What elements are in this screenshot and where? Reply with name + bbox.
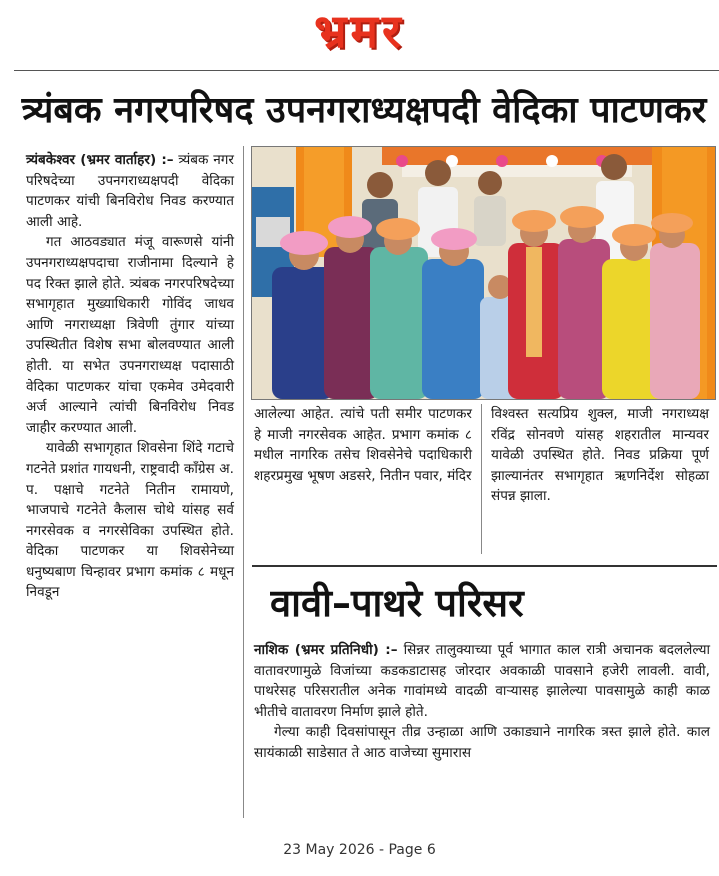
story1-paragraph-2: गत आठवड्यात मंजू वारूणसे यांनी उपनगराध्यक्षपदाचा राजीनामा दिल्याने हे पद रिक्त झाले होते. त्र्यंबक नगरपरिषदेच्या सभागृहात मुख्याधिकारी गोविंद जाधव आणि नगराध्यक्षा त्रिवेणी तुंगार यांच्या उपस्थितीत विशेष सभा बोलवण्यात आली होती. या सभेत उपनगराध्यक्ष पदासाठी वेदिका पाटणकर यांचा एकमेव उमेदवारी अर्ज आल्याने त्यांची बिनविरोध निवड जाहीर करण्यात आली. [26, 234, 234, 436]
story1-column-2-text: आलेल्या आहेत. त्यांचे पती समीर पाटणकर हे माजी नगरसेवक आहेत. प्रभाग कमांक ८ मधील नागरिक तसेच शिवसेनेचे पदाधिकारी शहरप्रमुख भूषण अडसरे, नितीन पवार, मंदिर [254, 406, 472, 484]
story1-column-3 [491, 404, 709, 507]
story2-body [254, 640, 710, 764]
story1-lead-paragraph [26, 150, 234, 232]
page-footer: 23 May 2026 - Page 6 [283, 842, 436, 858]
column-divider [243, 146, 244, 818]
story1-photo [251, 146, 716, 400]
story-divider [252, 565, 717, 567]
story2-dateline: नाशिक (भ्रमर प्रतिनिधी) :– [254, 642, 398, 658]
story1-dateline: त्र्यंबकेश्वर (भ्रमर वार्ताहर) :– [26, 152, 174, 168]
story2-paragraph-1: सिन्नर तालुक्याच्या पूर्व भागात काल रात्री अचानक बदललेल्या वातावरणामुळे विजांच्या कडकडाटासह जोरदार अवकाळी पावसाने हजेरी लावली. वावी, पाथरेसह परिसरातील अनेक गावांमध्ये वादळी वाऱ्यासह झालेल्या पावसामुळे काही काळ भीतीचे वातावरण निर्माण झाले होते. [254, 642, 711, 720]
column-divider [481, 404, 482, 554]
story1-column-2 [254, 404, 472, 486]
newspaper-logo: भ्रमर [314, 4, 405, 58]
story1-paragraph-1: त्र्यंबक नगर परिषदेच्या उपनगराध्यक्षपदी वेदिका पाटणकर यांची बिनविरोध निवड करण्यात आली आहे. [26, 152, 234, 230]
story2-lead-paragraph [254, 640, 710, 722]
story1-column-1 [26, 150, 234, 603]
masthead [0, 0, 719, 66]
masthead-divider [14, 70, 719, 71]
group-photo-illustration [252, 147, 715, 399]
story1-paragraph-3: यावेळी सभागृहात शिवसेना शिंदे गटाचे गटनेते प्रशांत गायधनी, राष्ट्रवादी कॉंग्रेस अ. प. पक्षाचे गटनेते नितीन रामायणे, भाजपाचे गटनेते कैलास चोथे यांसह सर्व नगरसेवक व नगरसेविका उपस्थित होते. वेदिका पाटणकर या शिवसेनेच्या धनुष्यबाण चिन्हावर प्रभाग कमांक ८ मधून निवडून [26, 440, 234, 601]
story1-headline: त्र्यंबक नगरपरिषद उपनगराध्यक्षपदी वेदिका पाटणकर [21, 90, 707, 131]
story1-column-3-text: विश्वस्त सत्यप्रिय शुक्ल, माजी नगराध्यक्ष रविंद्र सोनवणे यांसह शहरातील मान्यवर यावेळी उपस्थित होते. निवड प्रक्रिया पूर्ण झाल्यानंतर सभागृहात ऋणनिर्देश सोहळा संपन्न झाला. [491, 406, 709, 505]
story2-paragraph-2: गेल्या काही दिवसांपासून तीव्र उन्हाळा आणि उकाड्याने नागरिक त्रस्त झाले होते. काल सायंकाळी साडेसात ते आठ वाजेच्या सुमारास [254, 724, 710, 761]
story2-headline: वावी–पाथरे परिसर [270, 581, 524, 625]
